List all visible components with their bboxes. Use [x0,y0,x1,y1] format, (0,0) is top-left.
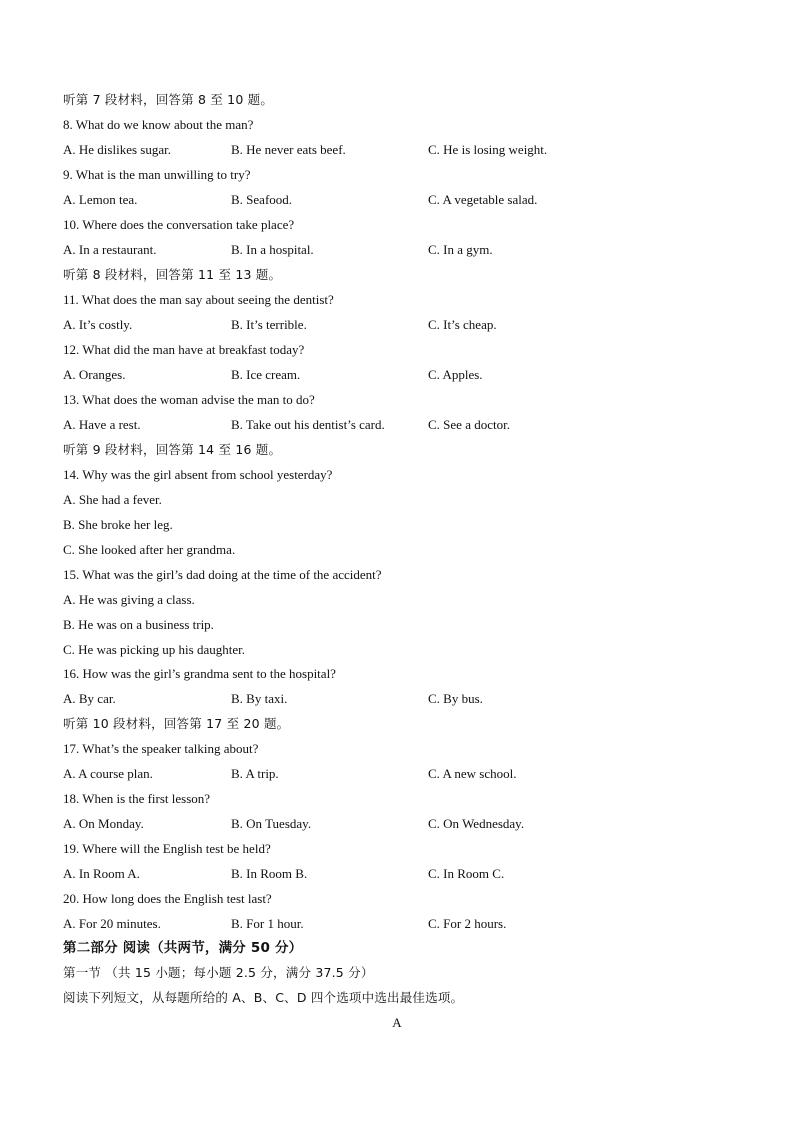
option-a: A. Lemon tea. [63,192,138,207]
section-heading-material-10: 听第 10 段材料，回答第 17 至 20 题。 [63,716,290,731]
question-13: 13. What does the woman advise the man to do? [63,392,315,407]
question-18: 18. When is the first lesson? [63,791,211,806]
option-b: B. On Tuesday. [231,816,312,831]
question-11: 11. What does the man say about seeing the dentist? [63,292,334,307]
option-c: C. In a gym. [428,242,493,257]
option-b: B. She broke her leg. [63,517,173,532]
option-b: B. He was on a business trip. [63,617,214,632]
option-b: B. Take out his dentist’s card. [231,417,385,432]
option-b: B. Ice cream. [231,367,301,382]
option-c: C. On Wednesday. [428,816,525,831]
option-b: B. He never eats beef. [231,142,346,157]
option-c: C. He is losing weight. [428,142,548,157]
question-9: 9. What is the man unwilling to try? [63,167,251,182]
section-one-heading: 第一节 （共 15 小题；每小题 2.5 分，满分 37.5 分） [63,965,374,980]
section-heading-material-7: 听第 7 段材料，回答第 8 至 10 题。 [63,92,274,107]
option-b: B. A trip. [231,766,279,781]
option-a: A. In a restaurant. [63,242,157,257]
reading-instruction: 阅读下列短文，从每题所给的 A、B、C、D 四个选项中选出最佳选项。 [63,990,464,1005]
option-b: B. In a hospital. [231,242,314,257]
option-a: A. He was giving a class. [63,592,195,607]
option-a: A. In Room A. [63,866,140,881]
question-17: 17. What’s the speaker talking about? [63,741,259,756]
option-b: B. By taxi. [231,691,288,706]
option-c: C. For 2 hours. [428,916,507,931]
option-a: A. It’s costly. [63,317,133,332]
option-c: C. It’s cheap. [428,317,497,332]
option-b: B. In Room B. [231,866,308,881]
section-heading-material-8: 听第 8 段材料，回答第 11 至 13 题。 [63,267,282,282]
option-a: A. She had a fever. [63,492,162,507]
option-c: C. She looked after her grandma. [63,542,236,557]
question-10: 10. Where does the conversation take place? [63,217,295,232]
option-c: C. A new school. [428,766,517,781]
option-b: B. For 1 hour. [231,916,304,931]
option-a: A. He dislikes sugar. [63,142,171,157]
question-8: 8. What do we know about the man? [63,117,254,132]
question-15: 15. What was the girl’s dad doing at the time of the accident? [63,567,382,582]
option-a: A. Oranges. [63,367,126,382]
option-b: B. It’s terrible. [231,317,307,332]
option-c: C. A vegetable salad. [428,192,538,207]
option-a: A. Have a rest. [63,417,141,432]
question-20: 20. How long does the English test last? [63,891,272,906]
option-a: A. For 20 minutes. [63,916,161,931]
option-c: C. Apples. [428,367,483,382]
question-16: 16. How was the girl’s grandma sent to the hospital? [63,666,336,681]
question-14: 14. Why was the girl absent from school yesterday? [63,467,333,482]
question-19: 19. Where will the English test be held? [63,841,271,856]
passage-label: A [392,1015,402,1030]
option-a: A. On Monday. [63,816,144,831]
option-c: C. See a doctor. [428,417,510,432]
option-a: A. By car. [63,691,116,706]
section-heading-material-9: 听第 9 段材料，回答第 14 至 16 题。 [63,442,282,457]
option-c: C. He was picking up his daughter. [63,642,245,657]
option-a: A. A course plan. [63,766,153,781]
question-12: 12. What did the man have at breakfast today? [63,342,305,357]
part-two-title: 第二部分 阅读（共两节，满分 50 分） [63,940,303,956]
option-c: C. In Room C. [428,866,505,881]
option-c: C. By bus. [428,691,483,706]
option-b: B. Seafood. [231,192,293,207]
